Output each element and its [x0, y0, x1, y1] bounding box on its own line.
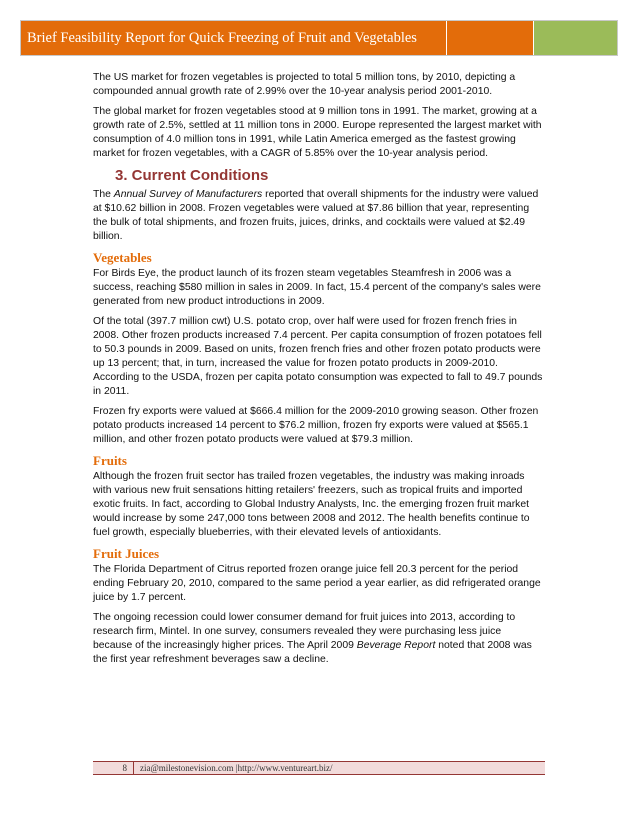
- vegetables-paragraph-1: For Birds Eye, the product launch of its frozen steam vegetables Steamfresh in 2006 was a success, reaching $580 million in sales in 2009. In fact, 15.4 percent of the company's sales were generated from new product introductions in 2009.: [93, 268, 541, 307]
- intro-paragraph-2: The global market for frozen vegetables stood at 9 million tons in 1991. The market, growing at a growth rate of 2.5%, settled at 11 million tons in 2000. Europe represented the largest market with consumption of 4.0 million tons in 1991, while Latin America emerged as the fastest growing market for frozen vegetables, with a CAGR of 5.85% over the 10-year analysis period.: [93, 106, 542, 159]
- juices-text-b: noted that 2008 was the first year refreshment beverages saw a decline.: [93, 640, 532, 665]
- juices-paragraph-2: [93, 611, 543, 667]
- cc-text-b: reported that overall shipments for the industry were valued at $10.62 billion in 2008. Frozen vegetables were valued at $7.86 billion that year, representing the bulk of total shipments, and frozen fruits, juices, drinks, and cocktails were valued at $2.49 billion.: [93, 189, 539, 242]
- cc-survey-title: Annual Survey of Manufacturers: [113, 189, 263, 200]
- subheading-vegetables: Vegetables: [93, 250, 152, 265]
- cc-text-a: The: [93, 189, 114, 200]
- section-heading-current-conditions: 3. Current Conditions: [115, 167, 269, 184]
- fruits-paragraph-1: Although the frozen fruit sector has trailed frozen vegetables, the industry was making inroads with various new fruit sensations hitting retailers' freezers, such as tropical fruits and imported exotic fruits. In fact, according to Global Industry Analysts, Inc. the emerging frozen fruit market would increase by some 247,000 tons between 2008 and 2012. The health benefits continue to fuel growth, especially blueberries, with their elevated levels of antioxidants.: [93, 471, 530, 538]
- footer-contact-text: zia@milestonevision.com |http://www.ventureart.biz/: [133, 762, 545, 774]
- intro-paragraph-1: The US market for frozen vegetables is projected to total 5 million tons, by 2010, depicting a compounded annual growth rate of 2.99% over the 10-year analysis period 2001-2010.: [93, 72, 516, 97]
- vegetables-paragraph-3: Frozen fry exports were valued at $666.4 million for the 2009-2010 growing season. Other frozen potato products increased 14 percent to $76.2 million, frozen fry exports were valued at $565.1 million, and other frozen potato products were valued at $79.3 million.: [93, 406, 539, 445]
- juices-paragraph-1: The Florida Department of Citrus reported frozen orange juice fell 20.3 percent for the period ending February 20, 2010, compared to the same period a year earlier, as did refrigerated orange juice by 1.7 percent.: [93, 564, 541, 603]
- page-footer: [93, 761, 545, 775]
- page-header: [20, 20, 618, 56]
- subheading-fruit-juices: Fruit Juices: [93, 546, 160, 561]
- juices-text-a: The ongoing recession could lower consumer demand for fruit juices into 2013, according to research firm, Mintel. In one survey, consumers revealed they were purchasing less juice because of the increasingly higher prices. The April 2009: [93, 612, 516, 651]
- footer-bar: [93, 761, 545, 775]
- subheading-fruits: Fruits: [93, 453, 127, 468]
- header-title: Brief Feasibility Report for Quick Freezing of Fruit and Vegetables: [21, 21, 446, 55]
- header-accent-box-orange: [446, 21, 533, 55]
- document-body: [93, 71, 543, 673]
- current-conditions-paragraph: [93, 188, 543, 244]
- juices-report-title: Beverage Report: [356, 640, 436, 651]
- header-accent-box-green: [533, 21, 617, 55]
- vegetables-paragraph-2: Of the total (397.7 million cwt) U.S. potato crop, over half were used for frozen french fries in 2008. Other frozen products increased 7.4 percent. Per capita consumption of frozen potatoes fell to 50.3 pounds in 2009. Based on units, frozen french fries and other frozen potato products were up 13 percent; that, in turn, increased the value for frozen potato products in 2009-2010. According to the USDA, frozen per capita potato consumption was expected to fall to 49.7 pounds in 2011.: [93, 316, 543, 397]
- footer-page-number: 8: [93, 762, 133, 774]
